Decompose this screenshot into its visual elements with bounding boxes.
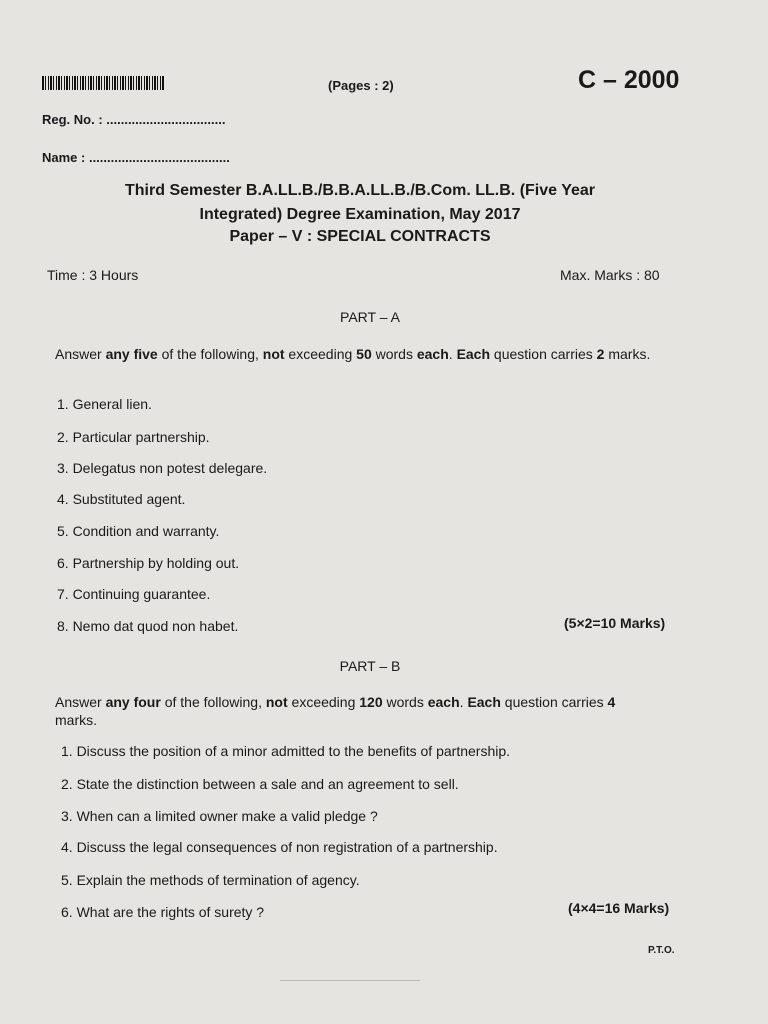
question-b1: 1. Discuss the position of a minor admitted to the benefits of partnership.: [61, 743, 511, 759]
question-a7: 7. Continuing guarantee.: [57, 586, 211, 602]
part-b-marks: (4×4=16 Marks): [568, 900, 670, 916]
paper-code: C – 2000: [578, 66, 680, 94]
exam-title-line1: Third Semester B.A.LL.B./B.B.A.LL.B./B.Com. LL.B. (Five Year: [125, 182, 595, 199]
question-a1: 1. General lien.: [57, 396, 152, 412]
question-b2: 2. State the distinction between a sale and an agreement to sell.: [61, 776, 459, 792]
pages-label: (Pages : 2): [328, 78, 394, 93]
part-a-heading: PART – A: [340, 309, 400, 325]
part-a-instructions: Answer any five of the following, not exceeding 50 words each. Each question carries 2 marks.: [55, 346, 651, 362]
question-a3: 3. Delegatus non potest delegare.: [57, 460, 268, 476]
part-a-marks: (5×2=10 Marks): [564, 615, 666, 631]
pto-label: P.T.O.: [648, 945, 675, 956]
reg-no-field: Reg. No. : .................................: [42, 112, 226, 127]
question-b3: 3. When can a limited owner make a valid pledge ?: [61, 808, 378, 824]
part-b-heading: PART – B: [339, 658, 401, 674]
question-a4: 4. Substituted agent.: [57, 491, 186, 507]
question-a8: 8. Nemo dat quod non habet.: [57, 618, 239, 634]
question-a2: 2. Particular partnership.: [57, 429, 210, 445]
question-b4: 4. Discuss the legal consequences of non registration of a partnership.: [61, 839, 498, 855]
footer-rule: [280, 980, 420, 981]
time-label: Time : 3 Hours: [47, 267, 139, 283]
question-a5: 5. Condition and warranty.: [57, 523, 220, 539]
exam-title-line2: Integrated) Degree Examination, May 2017: [199, 206, 521, 223]
paper-title: Paper – V : SPECIAL CONTRACTS: [229, 228, 491, 245]
max-marks-label: Max. Marks : 80: [560, 267, 660, 283]
part-b-instructions: Answer any four of the following, not exceeding 120 words each. Each question carries 4 marks.: [55, 694, 616, 728]
barcode: [42, 76, 164, 90]
question-b5: 5. Explain the methods of termination of agency.: [61, 872, 360, 888]
question-a6: 6. Partnership by holding out.: [57, 555, 240, 571]
question-b6: 6. What are the rights of surety ?: [61, 904, 265, 920]
name-field: Name : .......................................: [42, 150, 230, 165]
